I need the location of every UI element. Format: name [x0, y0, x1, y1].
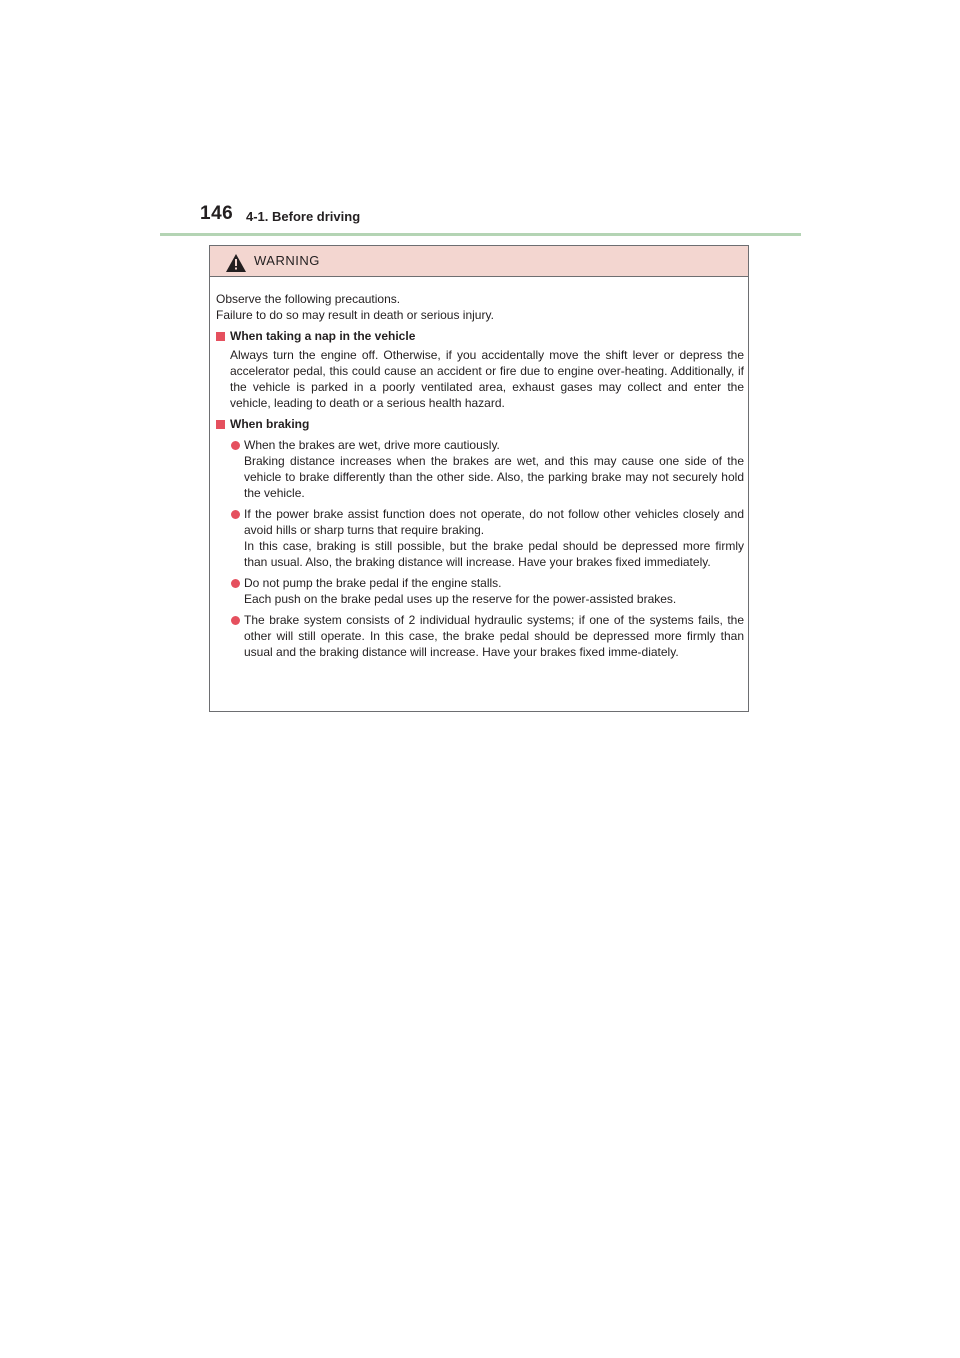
circle-bullet-icon: [231, 441, 240, 450]
braking-item-line1: If the power brake assist function does not operate, do not follow other vehicles closely and avoid hills or sharp turns that require braking.: [244, 507, 744, 537]
square-bullet-icon: [216, 420, 225, 429]
section-heading-nap: [216, 328, 744, 344]
square-bullet-icon: [216, 332, 225, 341]
braking-item-line2: Each push on the brake pedal uses up the reserve for the power-assisted brakes.: [244, 592, 677, 606]
braking-item: [216, 437, 744, 501]
braking-item-line2: In this case, braking is still possible, but the brake pedal should be depressed more firmly than usual. Also, the braking distance will increase. Have your brakes fixed immediately.: [244, 539, 744, 569]
section-heading-label: When braking: [230, 417, 310, 431]
braking-item: [216, 575, 744, 607]
warning-body: [216, 291, 744, 660]
braking-item-line2: Braking distance increases when the brakes are wet, and this may cause one side of the vehicle to brake differently than the other side. Also, the parking brake may not securely hold the vehicle.: [244, 454, 744, 500]
braking-item-line1: Do not pump the brake pedal if the engine stalls.: [244, 576, 502, 590]
warning-title: WARNING: [254, 253, 320, 268]
section-heading-label: When taking a nap in the vehicle: [230, 329, 416, 343]
intro-line: Failure to do so may result in death or serious injury.: [216, 308, 494, 322]
braking-item: [216, 612, 744, 660]
section-heading-braking: [216, 416, 744, 432]
warning-box: [209, 245, 749, 712]
circle-bullet-icon: [231, 579, 240, 588]
section-title: 4-1. Before driving: [246, 209, 361, 224]
braking-item-line1: When the brakes are wet, drive more cautiously.: [244, 438, 500, 452]
warning-header: [210, 246, 748, 277]
braking-item: [216, 506, 744, 570]
page-header: [200, 203, 800, 235]
section-text-nap: Always turn the engine off. Otherwise, if you accidentally move the shift lever or depress the accelerator pedal, this could cause an accident or fire due to engine over-heating. Additionally, if the vehicle is parked in a poorly ventilated area, exhaust gases may collect and enter the vehicle, leading to death or a serious health hazard.: [230, 348, 744, 410]
circle-bullet-icon: [231, 616, 240, 625]
braking-item-line1: The brake system consists of 2 individual hydraulic systems; if one of the systems fails, the other will still operate. In this case, the brake pedal should be depressed more firmly than usual and the braking distance will increase. Have your brakes fixed imme-diately.: [244, 613, 744, 659]
page-number: 146: [200, 203, 234, 224]
circle-bullet-icon: [231, 510, 240, 519]
header-rule: [160, 233, 801, 236]
warning-triangle-icon: [226, 254, 246, 272]
intro-line: Observe the following precautions.: [216, 292, 401, 306]
